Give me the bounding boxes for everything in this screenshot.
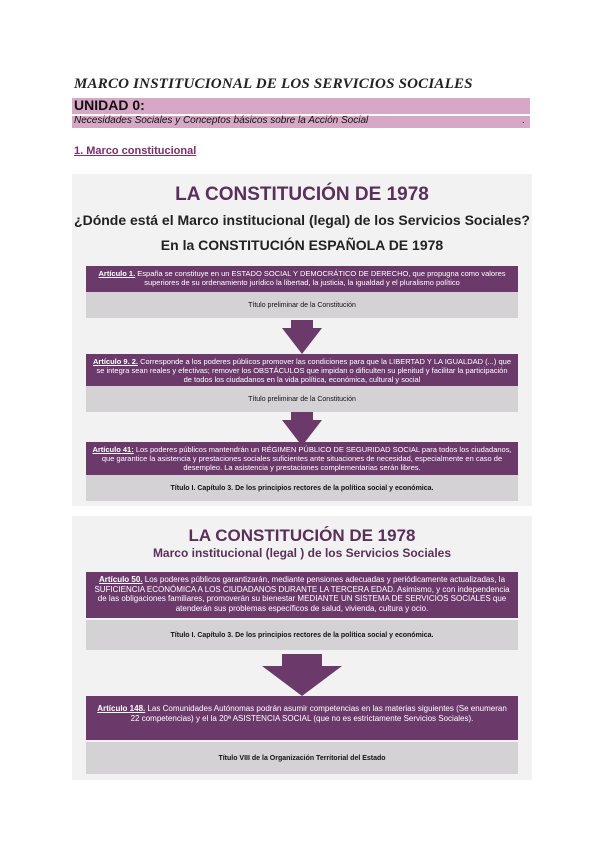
arrow-down-icon <box>282 328 322 354</box>
subtitle-end: . <box>522 115 525 126</box>
panel-subtitle: Marco institucional (legal ) de los Servicios Sociales <box>152 546 452 560</box>
article-text: Las Comunidades Autónomas podrán asumir competencias en las materias siguientes (Se enumeran 22 competencias) y el la 20ª ASISTENCIA SOCIAL (que no es estrictamente Servicios Sociales). <box>130 704 507 723</box>
constitution-panel-2 <box>72 516 532 780</box>
constitution-panel-1 <box>72 174 532 506</box>
article-source: Título preliminar de la Constitución <box>86 292 518 318</box>
panel-title: LA CONSTITUCIÓN DE 1978 <box>188 526 416 545</box>
article-source: Título preliminar de la Constitución <box>86 386 518 412</box>
panel-question: ¿Dónde está el Marco institucional (legal) de los Servicios Sociales? <box>74 212 530 228</box>
unit-subtitle: Necesidades Sociales y Conceptos básicos sobre la Acción Social <box>74 115 369 126</box>
article-box <box>86 354 518 388</box>
article-box <box>86 572 518 618</box>
arrow-down-icon <box>262 666 342 696</box>
article-ref: Artículo 1. <box>98 269 136 278</box>
section-heading: 1. Marco constitucional <box>74 145 197 157</box>
article-ref: Artículo 9. 2. <box>92 357 138 366</box>
article-source: Título I. Capítulo 3. De los principios rectores de la política social y económica. <box>86 620 518 650</box>
article-ref: Artículo 50. <box>98 575 143 584</box>
article-box <box>86 442 518 476</box>
article-text: Los poderes públicos mantendrán un RÉGIMEN PÚBLICO DE SEGURIDAD SOCIAL para todos los ciudadanos, que garantice la asistencia y prestaciones sociales suficientes ante situaciones de necesidad, especialmente en caso de desempleo. La asistencia y prestaciones complementarias serán libres. <box>101 445 512 472</box>
article-source: Título VIII de la Organización Territorial del Estado <box>86 742 518 774</box>
panel-answer: En la CONSTITUCIÓN ESPAÑOLA DE 1978 <box>160 237 444 253</box>
panel-title: LA CONSTITUCIÓN DE 1978 <box>175 184 429 205</box>
article-ref: Artículo 148. <box>97 704 146 713</box>
document-title: MARCO INSTITUCIONAL DE LOS SERVICIOS SOCIALES <box>74 76 473 92</box>
article-text: Corresponde a los poderes públicos promover las condiciones para que la LIBERTAD Y LA IGUALDAD (...) que se integra sean reales y efectivas; remover los OBSTÁCULOS que impidan o dificulten su plenitud y facilitar la participación de todos los ciudadanos en la vida política, económica, cultural y social <box>96 357 511 384</box>
article-source: Título I. Capítulo 3. De los principios rectores de la política social y económica. <box>86 475 518 501</box>
article-text: Los poderes públicos garantizarán, mediante pensiones adecuadas y periódicamente actualizadas, la SUFICIENCIA ECONÓMICA A LOS CIUDADANOS DURANTE LA TERCERA EDAD. Asimismo, y con independencia de las obligaciones familiares, promoverán su bienestar MEDIANTE UN SISTEMA DE SERVICIOS SOCIALES que atenderán sus problemas específicos de salud, vivienda, cultura y ocio. <box>94 575 510 613</box>
article-ref: Artículo 41: <box>92 445 134 454</box>
unit-label: UNIDAD 0: <box>74 97 145 113</box>
article-box <box>86 696 518 740</box>
article-text: España se constituye en un ESTADO SOCIAL Y DEMOCRÁTICO DE DERECHO, que propugna como valores superiores de su ordenamiento jurídico la libertad, la justicia, la igualdad y el pluralismo político <box>137 269 506 287</box>
article-box <box>86 266 518 292</box>
